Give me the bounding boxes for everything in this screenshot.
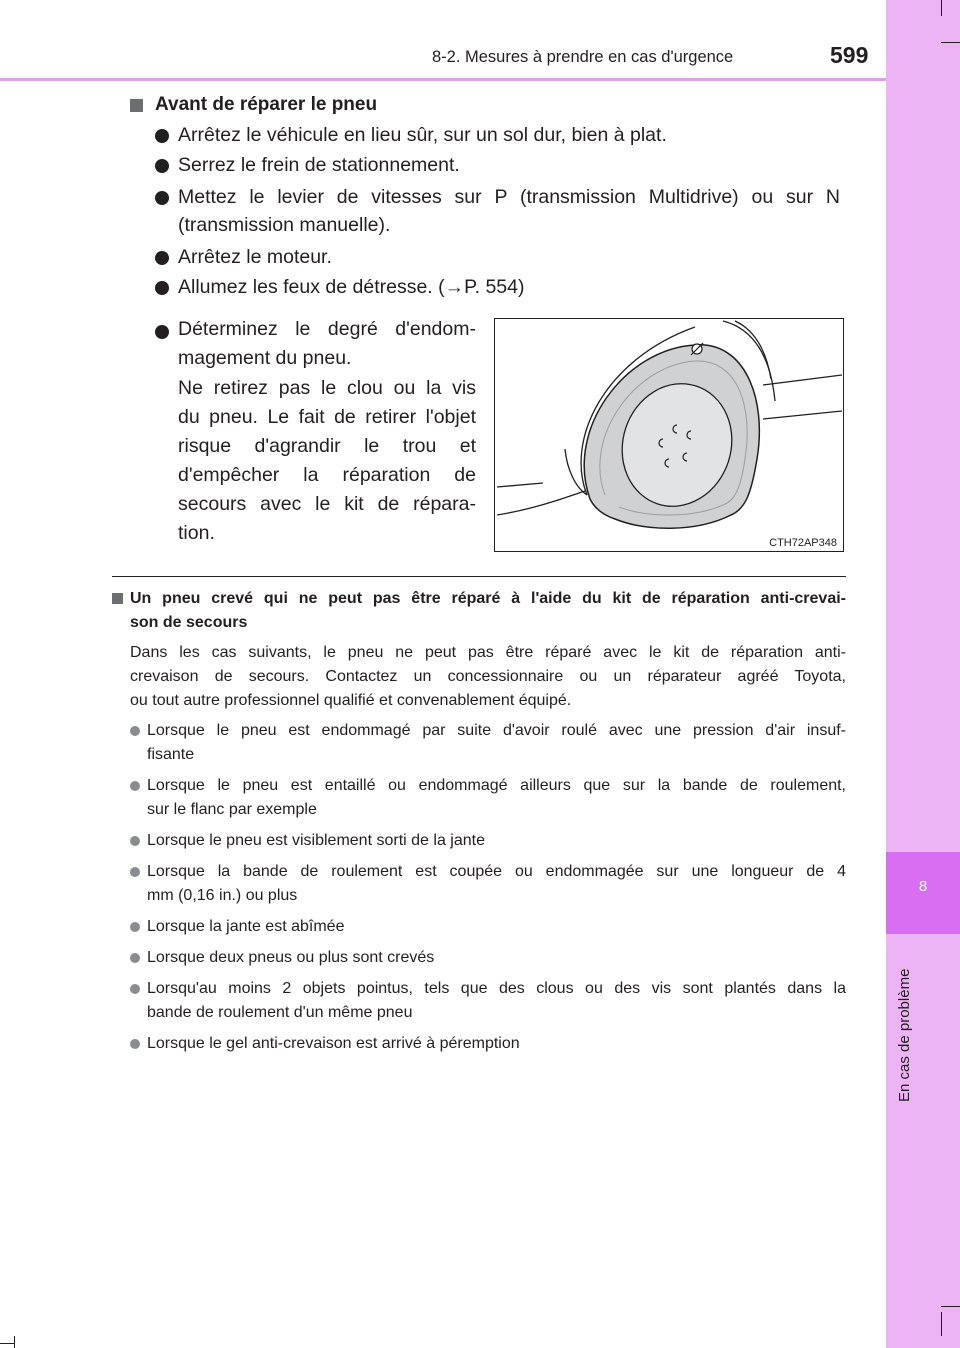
note-item-cont: sur le flanc par exemple: [147, 801, 317, 818]
warning-line: Ne retirez pas le clou ou la vis: [178, 377, 476, 399]
step-gear-lever-cont: (transmission manuelle).: [178, 214, 391, 236]
chapter-number: 8: [918, 878, 928, 895]
note-bullet: [130, 984, 140, 994]
bullet: [155, 281, 169, 295]
note-intro-line: Dans les cas suivants, le pneu ne peut pas être réparé avec le kit de réparation anti-: [130, 644, 846, 661]
crop-mark: [0, 1343, 14, 1344]
crop-mark: [941, 0, 942, 16]
step-assess-damage: Déterminez le degré d'endom-: [178, 318, 476, 340]
note-item-cont: bande de roulement d'un même pneu: [147, 1004, 413, 1021]
chapter-sidebar: [886, 0, 960, 1348]
note-item: Lorsque deux pneus ou plus sont crevés: [147, 949, 435, 966]
step-parking-brake: Serrez le frein de stationnement.: [178, 154, 460, 176]
page-number: 599: [830, 42, 869, 68]
step-stop-vehicle: Arrêtez le véhicule en lieu sûr, sur un sol dur, bien à plat.: [178, 124, 667, 146]
chapter-title: En cas de problème: [896, 968, 913, 1102]
note-item: Lorsque le gel anti-crevaison est arrivé à péremption: [147, 1035, 520, 1052]
note-title-cont: son de secours: [130, 614, 248, 631]
note-bullet: [130, 726, 140, 736]
step-assess-damage-cont: magement du pneu.: [178, 347, 352, 369]
note-item: Lorsque la bande de roulement est coupée ou endommagée sur une longueur de 4: [147, 863, 846, 880]
note-bullet: [130, 922, 140, 932]
bullet: [155, 251, 169, 265]
warning-line: du pneu. Le fait de retirer l'objet: [178, 406, 476, 428]
note-item-cont: fisante: [147, 746, 195, 763]
bullet: [155, 325, 169, 339]
note-item: Lorsque le pneu est endommagé par suite d'avoir roulé avec une pression d'air insuf-: [147, 722, 846, 739]
bullet: [155, 129, 169, 143]
note-bullet: [130, 1039, 140, 1049]
warning-line: risque d'agrandir le trou et: [178, 435, 476, 457]
bullet: [155, 191, 169, 205]
bullet: [155, 159, 169, 173]
warning-line: secours avec le kit de répara-: [178, 493, 476, 515]
note-bullet: [130, 836, 140, 846]
note-item: Lorsque la jante est abîmée: [147, 918, 345, 935]
note-bullet: [130, 781, 140, 791]
note-item-cont: mm (0,16 in.) ou plus: [147, 887, 298, 904]
note-bullet: [130, 953, 140, 963]
note-square-marker: [112, 593, 123, 604]
figure-code: CTH72AP348: [769, 537, 837, 549]
note-intro-line: crevaison de secours. Contactez un concessionnaire ou un réparateur agréé Toyota,: [130, 668, 846, 685]
note-item: Lorsque le pneu est visiblement sorti de la jante: [147, 832, 485, 849]
warning-line: d'empêcher la réparation de: [178, 464, 476, 486]
header-rule: [0, 78, 886, 81]
crop-mark: [941, 1312, 942, 1336]
note-bullet: [130, 867, 140, 877]
section-title: 8-2. Mesures à prendre en cas d'urgence: [432, 48, 734, 66]
crop-mark: [941, 1306, 960, 1307]
section-divider: [112, 576, 846, 577]
tire-drawing: [495, 319, 842, 550]
crop-mark: [14, 1336, 15, 1348]
section-square-marker: [130, 99, 143, 112]
note-title: Un pneu crevé qui ne peut pas être réparé à l'aide du kit de réparation anti-crevai-: [130, 590, 846, 607]
section-heading: Avant de réparer le pneu: [155, 94, 378, 115]
step-stop-engine: Arrêtez le moteur.: [178, 246, 332, 268]
note-item: Lorsqu'au moins 2 objets pointus, tels que des clous ou des vis sont plantés dans la: [147, 980, 846, 997]
tire-illustration: [494, 318, 844, 552]
crop-mark: [941, 42, 960, 43]
warning-line: tion.: [178, 522, 215, 544]
note-intro-line: ou tout autre professionnel qualifié et convenablement équipé.: [130, 692, 572, 709]
step-gear-lever: Mettez le levier de vitesses sur P (transmission Multidrive) ou sur N: [178, 186, 840, 208]
note-item: Lorsque le pneu est entaillé ou endommagé ailleurs que sur la bande de roulement,: [147, 777, 846, 794]
step-hazard-lights: Allumez les feux de détresse. (→P. 554): [178, 276, 525, 298]
